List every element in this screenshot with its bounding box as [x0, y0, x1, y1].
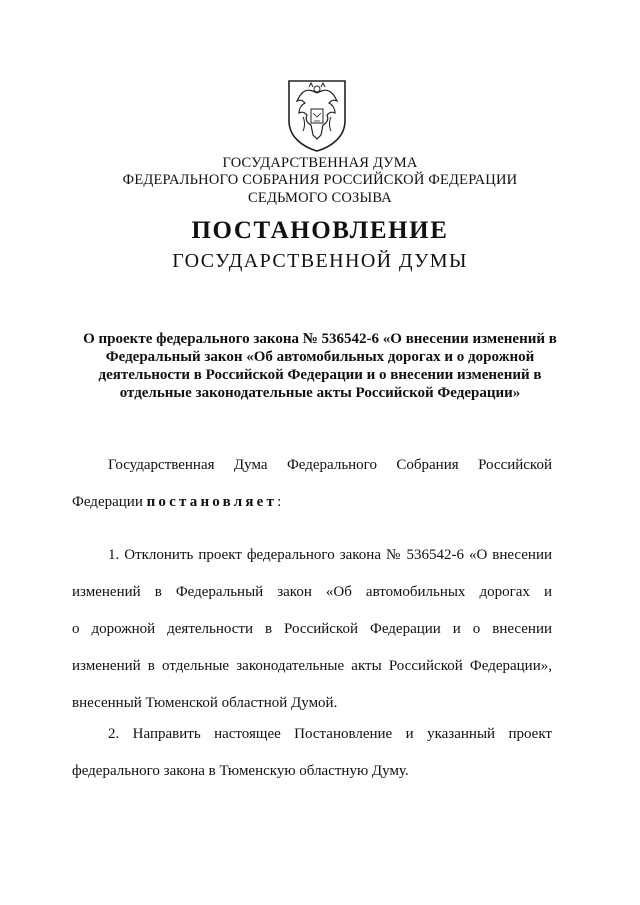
subject-line-2: Федеральный закон «Об автомобильных дорогах и о дорожной — [105, 349, 535, 365]
resolves-word: постановляет — [146, 494, 278, 510]
coat-of-arms-icon — [283, 77, 351, 153]
header-line-1: ГОСУДАРСТВЕННАЯ ДУМА — [222, 155, 418, 171]
item2-line-2: федерального закона в Тюменскую областную Думу. — [72, 763, 409, 779]
intro-line-1: Государственная Дума Федерального Собрания Российской — [108, 457, 552, 473]
header-line-3: СЕДЬМОГО СОЗЫВА — [248, 190, 392, 206]
item-1-paragraph — [72, 537, 552, 722]
item1-line-3: о дорожной деятельности в Российской Федерации и о внесении — [72, 621, 552, 637]
subject-line-3: деятельности в Российской Федерации и о внесении изменений в — [98, 367, 542, 383]
subject-line-4: отдельные законодательные акты Российской Федерации» — [119, 385, 521, 401]
item2-line-1: 2. Направить настоящее Постановление и указанный проект — [108, 726, 552, 742]
intro-paragraph — [72, 447, 552, 521]
item1-line-4: изменений в отдельные законодательные акты Российской Федерации», — [72, 658, 552, 674]
item-2-paragraph — [72, 716, 552, 790]
document-title: ПОСТАНОВЛЕНИЕ — [191, 217, 449, 244]
item1-line-5: внесенный Тюменской областной Думой. — [72, 695, 338, 711]
item1-line-1: 1. Отклонить проект федерального закона № 536542-6 «О внесении — [108, 547, 552, 563]
document-subtitle: ГОСУДАРСТВЕННОЙ ДУМЫ — [172, 250, 468, 272]
intro-line-2: Федерации постановляет: — [72, 494, 282, 510]
header-line-2: ФЕДЕРАЛЬНОГО СОБРАНИЯ РОССИЙСКОЙ ФЕДЕРАЦИИ — [122, 172, 518, 188]
document-subject — [60, 330, 580, 402]
item1-line-2: изменений в Федеральный закон «Об автомобильных дорогах и — [72, 584, 552, 600]
subject-line-1: О проекте федерального закона № 536542-6 «О внесении изменений в — [83, 331, 557, 347]
